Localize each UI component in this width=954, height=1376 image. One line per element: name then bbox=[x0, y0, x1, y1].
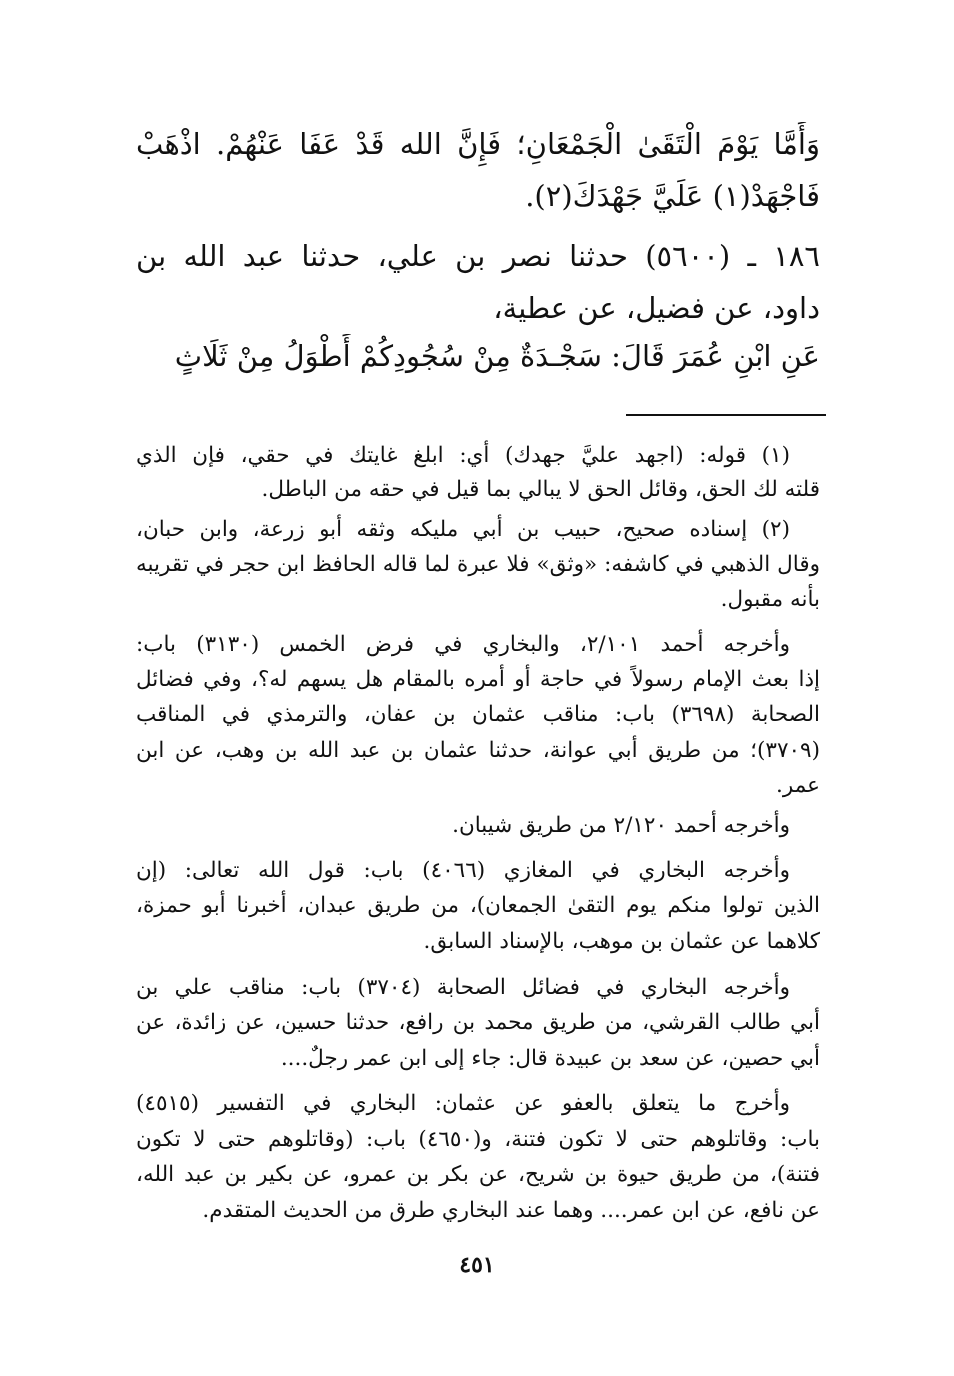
footnote-line: أبي حصين، عن سعد بن عبيدة قال: جاء إلى ابن عمر رجلٌ.... bbox=[280, 1046, 820, 1071]
main-text-line: فَاجْهَدْ(١) عَلَيَّ جَهْدَكَ(٢). bbox=[525, 179, 820, 213]
footnote-line: الذين تولوا منكم يوم التقىٰ الجمعان)، من طريق عبدان، أخبرنا أبو حمزة، bbox=[136, 893, 820, 918]
footnote-line: عن نافع، عن ابن عمر.... وهما عند البخاري طرق من الحديث المتقدم. bbox=[202, 1198, 820, 1223]
footnote-line: أبي طالب القرشي، من طريق محمد بن رافع، حدثنا حسين، عن زائدة، عن bbox=[136, 1010, 820, 1035]
footnote-line: وأخرجه أحمد ٢/١٢٠ من طريق شيبان. bbox=[452, 813, 790, 838]
main-text-line: ١٨٦ ـ (٥٦٠٠) حدثنا نصر بن علي، حدثنا عبد الله بن bbox=[136, 239, 820, 273]
footnote-line: الصحابة (٣٦٩٨) باب: مناقب عثمان بن عفان، والترمذي في المناقب bbox=[136, 702, 820, 727]
footnote-line: وأخرجه أحمد ٢/١٠١، والبخاري في فرض الخمس (٣١٣٠) باب: bbox=[136, 632, 790, 657]
footnote-line: وأخرج ما يتعلق بالعفو عن عثمان: البخاري في التفسير (٤٥١٥) bbox=[136, 1091, 790, 1116]
main-text-line: وَأَمَّا يَوْمَ الْتَقَىٰ الْجَمْعَانِ؛ فَإِنَّ الله قَدْ عَفَا عَنْهُمْ. اذْهَبْ bbox=[136, 127, 820, 161]
footnote-line: فتنة)، من طريق حيوة بن شريح، عن بكر بن عمرو، عن بكير بن عبد الله، bbox=[136, 1162, 820, 1187]
footnote-line: إذا بعث الإمام رسولاً في حاجة أو أمره بالمقام هل يسهم له؟، وفي فضائل bbox=[136, 667, 820, 692]
footnote-line: (٣٧٠٩)؛ من طريق أبي عوانة، حدثنا عثمان بن عبد الله بن وهب، عن ابن bbox=[136, 738, 820, 763]
footnote-line: (٢) إسناده صحيح، حبيب بن أبي مليكه وثقه أبو زرعة، وابن حبان، bbox=[136, 517, 790, 542]
main-text-line: عَنِ ابْنِ عُمَرَ قَالَ: سَجْـدَةٌ مِنْ سُجُودِكُمْ أَطْوَلُ مِنْ ثَلَاثٍ bbox=[174, 339, 820, 373]
footnote-line: باب: وقاتلوهم حتى لا تكون فتنة، و(٤٦٥٠) باب: (وقاتلوهم حتى لا تكون bbox=[136, 1127, 820, 1152]
footnote-line: عمر. bbox=[776, 773, 820, 798]
footnote-line: بأنه مقبول. bbox=[720, 587, 820, 612]
page-number: ٤٥١ bbox=[459, 1252, 495, 1278]
footnote-line: وأخرجه البخاري في المغازي (٤٠٦٦) باب: قول الله تعالى: (إن bbox=[136, 858, 790, 883]
footnote-line: كلاهما عن عثمان بن موهب، بالإسناد السابق. bbox=[423, 929, 820, 954]
footnote-line: وقال الذهبي في كاشفه: «وثق» فلا عبرة لما قاله الحافظ ابن حجر في تقريبه bbox=[136, 552, 820, 577]
footnote-separator bbox=[626, 414, 826, 416]
footnote-line: وأخرجه البخاري في فضائل الصحابة (٣٧٠٤) باب: مناقب علي بن bbox=[136, 975, 791, 1000]
footnote-line: (١) قوله: (اجهد عليَّ جهدك) أي: ابلغ غايتك في حقي، فإن الذي bbox=[136, 443, 790, 468]
main-text-line: داود، عن فضيل، عن عطية، bbox=[493, 291, 820, 325]
footnote-line: قلته لك الحق، وقائل الحق لا يبالي بما قيل في حقه من الباطل. bbox=[261, 477, 820, 502]
